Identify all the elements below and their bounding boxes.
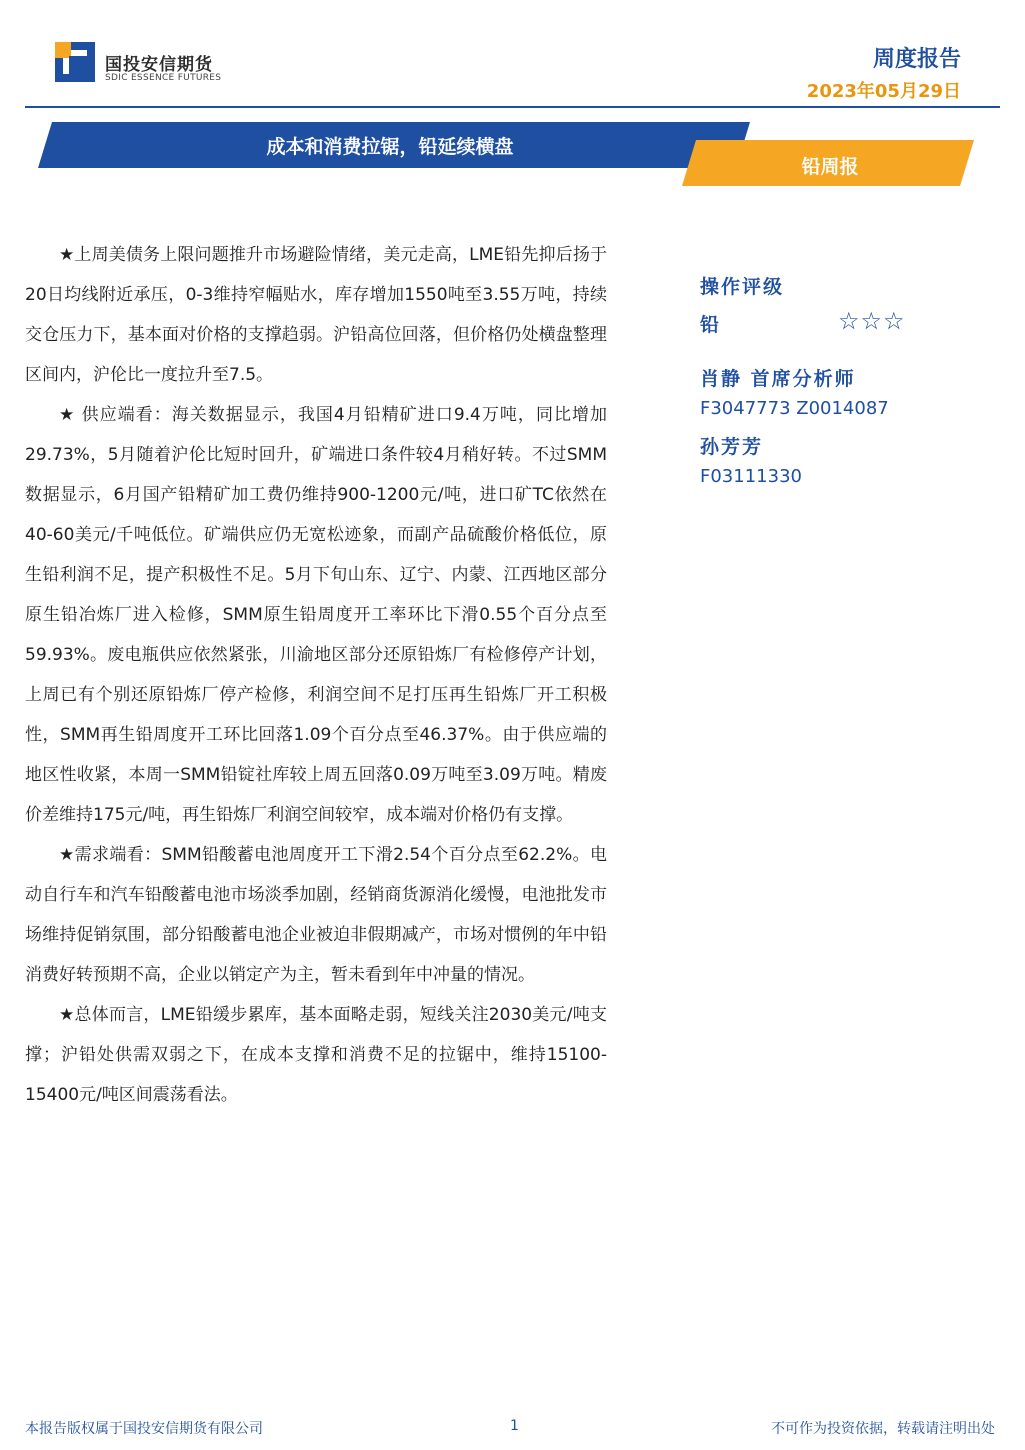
rating-row [700, 307, 940, 344]
brand-name-en: SDIC ESSENCE FUTURES [105, 73, 222, 83]
analyst-name: 孙芳芳 [700, 436, 764, 458]
rating-stars-icon: ☆☆☆ [838, 307, 906, 335]
report-body [25, 235, 607, 1115]
footer-copyright: 本报告版权属于国投安信期货有限公司 [25, 1421, 263, 1437]
brand-name-cn: 国投安信期货 [105, 55, 213, 75]
report-type: 周度报告 [872, 47, 961, 72]
analyst-name: 肖静 首席分析师 [700, 368, 856, 390]
rating-product: 铅 [700, 314, 722, 336]
paragraph-supply-side: ★ 供应端看：海关数据显示，我国4月铅精矿进口9.4万吨，同比增加29.73%，5月随着沪伦比短时回升，矿端进口条件较4月稍好转。不过SMM数据显示，6月国产铅精矿加工费仍维持900-1200元/吨，进口矿TC依然在40-60美元/千吨低位。矿端供应仍无宽松迹象，而副产品硫酸价格低位，原生铅利润不足，提产积极性不足。5月下旬山东、辽宁、内蒙、江西地区部分原生铅冶炼厂进入检修，SMM原生铅周度开工率环比下滑0.55个百分点至59.93%。废电瓶供应依然紧张，川渝地区部分还原铅炼厂有检修停产计划，上周已有个别还原铅炼厂停产检修，利润空间不足打压再生铅炼厂开工积极性，SMM再生铅周度开工环比回落1.09个百分点至46.37%。由于供应端的地区性收紧，本周一SMM铅锭社库较上周五回落0.09万吨至3.09万吨。精废价差维持175元/吨，再生铅炼厂利润空间较窄，成本端对价格仍有支撑。 [25, 405, 607, 825]
paragraph-market-overview: ★上周美债务上限问题推升市场避险情绪，美元走高，LME铅先抑后扬于20日均线附近承压，0-3维持窄幅贴水，库存增加1550吨至3.55万吨，持续交仓压力下，基本面对价格的支撑趋弱。沪铅高位回落，但价格仍处横盘整理区间内，沪伦比一度拉升至7.5。 [25, 245, 607, 385]
footer-page-number: 1 [510, 1418, 519, 1434]
company-logo-icon [55, 42, 95, 82]
analyst-license-codes: F3047773 Z0014087 [700, 398, 889, 419]
report-category-tag: 铅周报 [801, 156, 859, 178]
sidebar [700, 272, 940, 500]
header-divider [25, 106, 1000, 108]
paragraph-demand-side: ★需求端看：SMM铅酸蓄电池周度开工下滑2.54个百分点至62.2%。电动自行车和汽车铅酸蓄电池市场淡季加剧，经销商货源消化缓慢，电池批发市场维持促销氛围，部分铅酸蓄电池企业被迫非假期减产，市场对惯例的年中铅消费好转预期不高，企业以销定产为主，暂未看到年中冲量的情况。 [25, 845, 607, 985]
report-date: 2023年05月29日 [806, 81, 961, 102]
paragraph-summary: ★总体而言，LME铅缓步累库，基本面略走弱，短线关注2030美元/吨支撑；沪铅处供需双弱之下，在成本支撑和消费不足的拉锯中，维持15100-15400元/吨区间震荡看法。 [25, 1005, 607, 1105]
report-title: 成本和消费拉锯，铅延续横盘 [266, 136, 514, 158]
rating-heading: 操作评级 [700, 276, 785, 298]
analyst-license-codes: F03111330 [700, 466, 802, 487]
footer-disclaimer: 不可作为投资依据，转载请注明出处 [771, 1421, 995, 1437]
